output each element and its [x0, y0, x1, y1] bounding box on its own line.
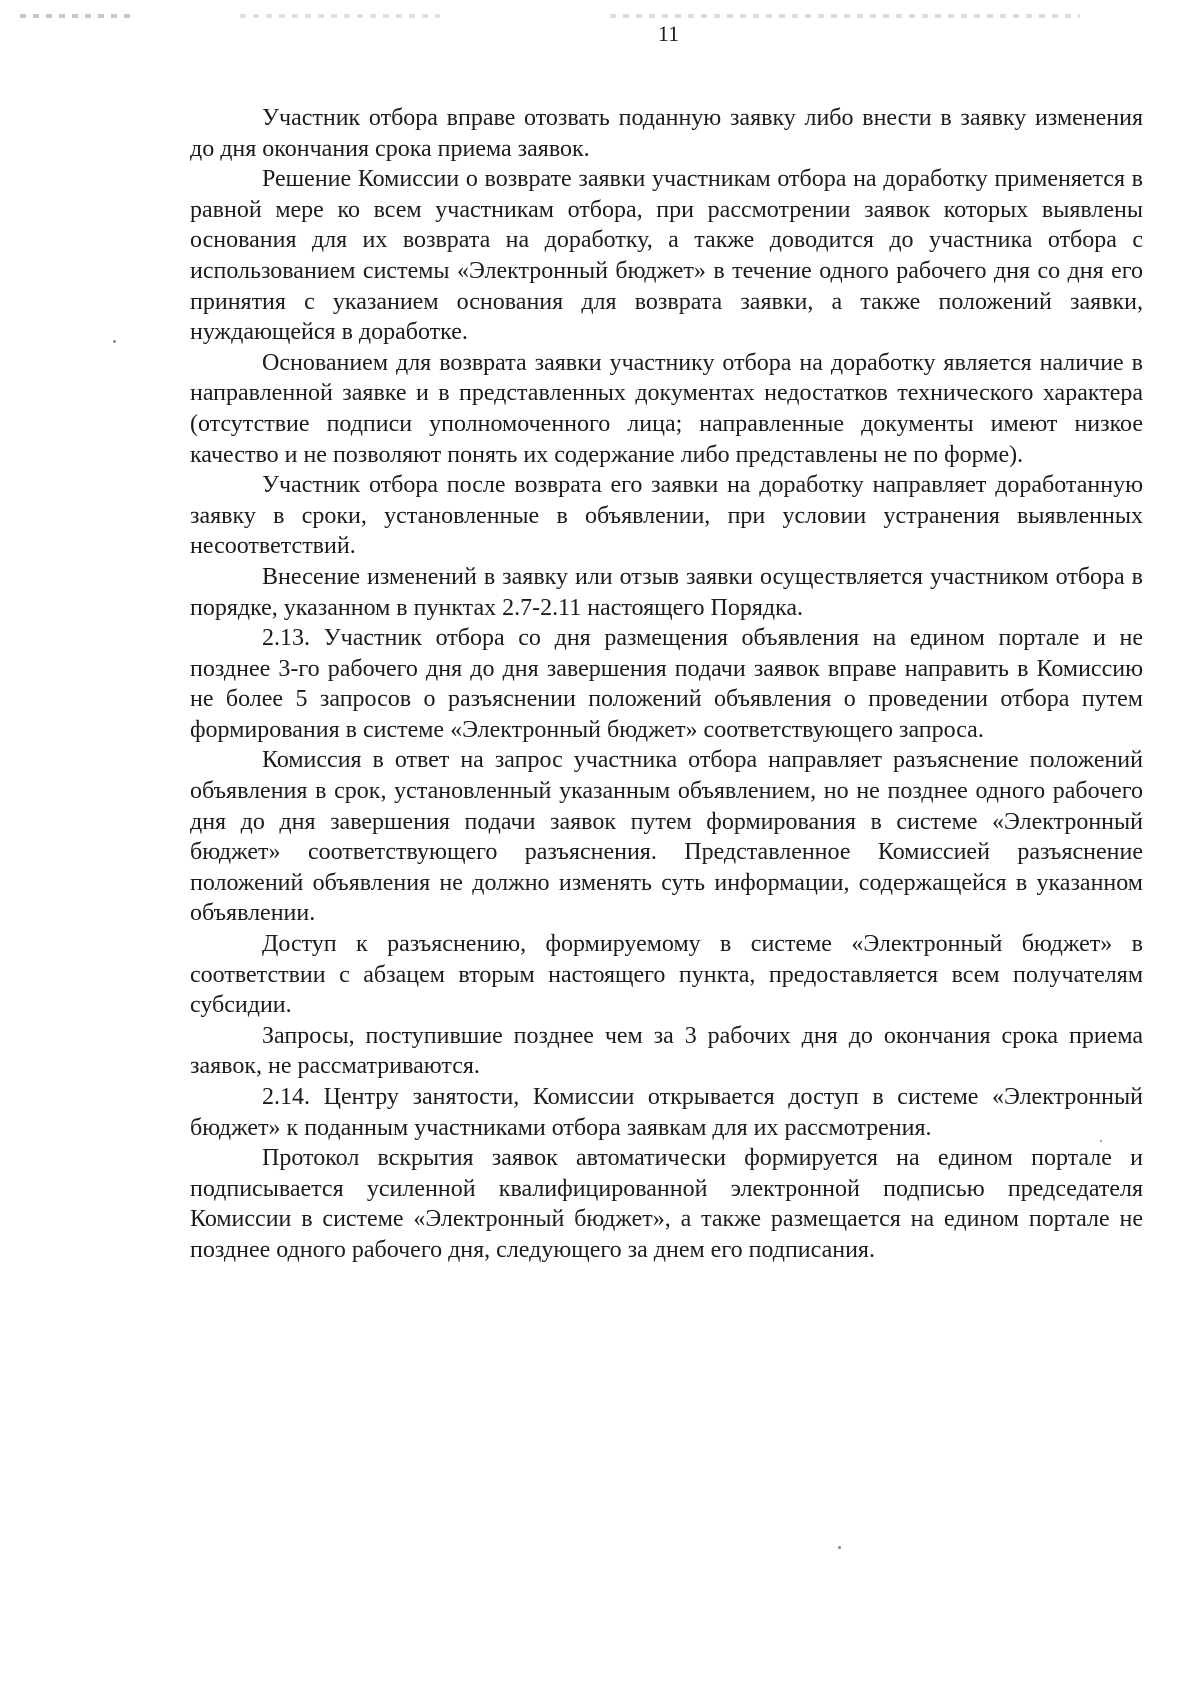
scan-speck — [838, 1546, 841, 1549]
paragraph: Доступ к разъяснению, формируемому в системе «Электронный бюджет» в соответствии с абзацем вторым настоящего пункта, предоставляется всем получателям субсидии. — [190, 931, 1143, 1019]
paragraph: Основанием для возврата заявки участнику отбора на доработку является наличие в направленной заявке и в представленных документах недостатков технического характера (отсутствие подписи уполномоченного лица; направленные документы имеют низкое качество и не позволяют понять их содержание либо представлены не по форме). — [190, 349, 1143, 468]
paragraph: Запросы, поступившие позднее чем за 3 рабочих дня до окончания срока приема заявок, не рассматриваются. — [190, 1022, 1143, 1080]
scan-speck — [113, 340, 116, 343]
paragraph: 2.13. Участник отбора со дня размещения объявления на едином портале и не позднее 3-го рабочего дня до дня завершения подачи заявок вправе направить в Комиссию не более 5 запросов о разъяснении положений объявления о проведении отбора путем формирования в системе «Электронный бюджет» соответствующего запроса. — [190, 625, 1143, 743]
scan-artifact-line — [20, 14, 130, 18]
paragraph: Решение Комиссии о возврате заявки участникам отбора на доработку применяется в равной мере ко всем участникам отбора, при рассмотрении заявок которых выявлены основания для их возврата на доработку, а также доводится до участника отбора с использованием системы «Электронный бюджет» в течение одного рабочего дня со дня его принятия с указанием основания для возврата заявки, а также положений заявки, нуждающейся в доработке. — [190, 166, 1143, 346]
scan-artifact-line — [240, 14, 440, 18]
paragraph: Участник отбора после возврата его заявки на доработку направляет доработанную заявку в сроки, установленные в объявлении, при условии устранения выявленных несоответствий. — [190, 472, 1143, 560]
paragraph: Протокол вскрытия заявок автоматически формируется на едином портале и подписывается усиленной квалифицированной электронной подписью председателя Комиссии в системе «Электронный бюджет», а также размещается на едином портале не позднее одного рабочего дня, следующего за днем его подписания. — [190, 1145, 1143, 1263]
page-number: 11 — [657, 21, 680, 46]
document-body — [190, 103, 1143, 1266]
scan-artifact-line — [610, 14, 1080, 18]
paragraph: Комиссия в ответ на запрос участника отбора направляет разъяснение положений объявления в срок, установленный указанным объявлением, но не позднее одного рабочего дня до дня завершения подачи заявок путем формирования в системе «Электронный бюджет» соответствующего разъяснения. Представленное Комиссией разъяснение положений объявления не должно изменять суть информации, содержащейся в указанном объявлении. — [190, 747, 1143, 927]
paragraph: Внесение изменений в заявку или отзыв заявки осуществляется участником отбора в порядке, указанном в пунктах 2.7-2.11 настоящего Порядка. — [190, 563, 1143, 621]
paragraph: Участник отбора вправе отозвать поданную заявку либо внести в заявку изменения до дня окончания срока приема заявок. — [190, 105, 1143, 162]
paragraph: 2.14. Центру занятости, Комиссии открывается доступ в системе «Электронный бюджет» к поданным участниками отбора заявкам для их рассмотрения. — [190, 1084, 1143, 1141]
scan-speck — [1100, 1140, 1102, 1142]
